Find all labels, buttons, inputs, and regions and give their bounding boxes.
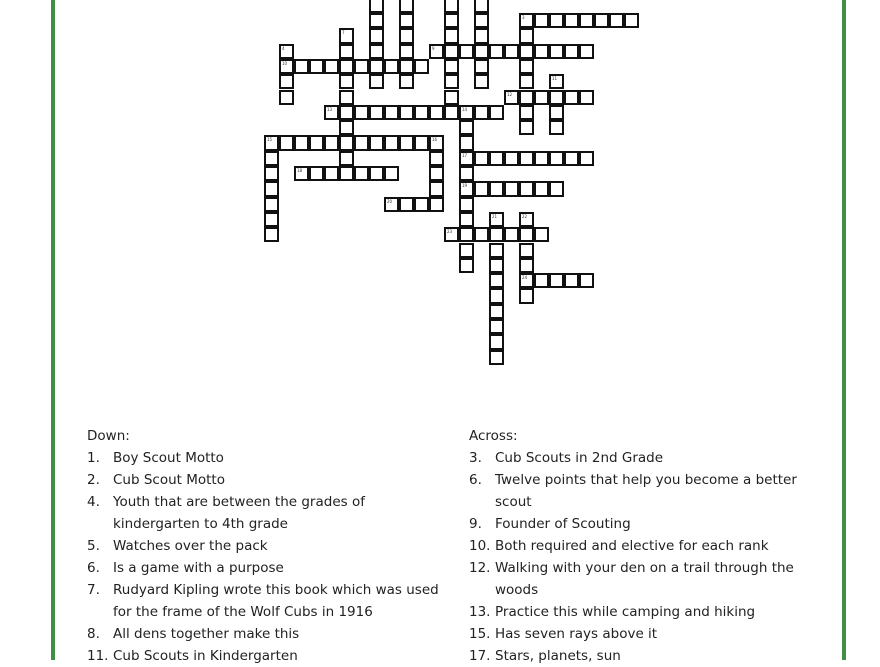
- grid-cell[interactable]: [444, 28, 459, 43]
- grid-cell[interactable]: [339, 90, 354, 105]
- grid-cell[interactable]: [429, 44, 444, 59]
- grid-cell[interactable]: [369, 28, 384, 43]
- clue-number: 3.: [469, 450, 482, 466]
- grid-cell[interactable]: [399, 74, 414, 89]
- grid-cell[interactable]: [519, 273, 534, 288]
- clue-text: Cub Scouts in Kindergarten: [113, 648, 298, 664]
- grid-cell[interactable]: [519, 90, 534, 105]
- clue-text: Youth that are between the grades of kindergarten to 4th grade: [113, 494, 365, 532]
- grid-cell[interactable]: [459, 44, 474, 59]
- grid-cell[interactable]: [444, 13, 459, 28]
- grid-cell[interactable]: [489, 243, 504, 258]
- across-clue: [469, 535, 829, 557]
- grid-cell[interactable]: [504, 90, 519, 105]
- grid-cell[interactable]: [549, 74, 564, 89]
- grid-cell[interactable]: [534, 90, 549, 105]
- grid-cell[interactable]: [519, 44, 534, 59]
- grid-cell[interactable]: [549, 90, 564, 105]
- grid-cell[interactable]: [474, 59, 489, 74]
- clue-number: 10.: [469, 538, 491, 554]
- clue-text: Boy Scout Motto: [113, 450, 224, 466]
- grid-cell[interactable]: [549, 273, 564, 288]
- grid-cell[interactable]: [444, 0, 459, 13]
- grid-cell[interactable]: [294, 135, 309, 150]
- clue-text: Watches over the pack: [113, 538, 268, 554]
- grid-cell[interactable]: [369, 74, 384, 89]
- grid-cell[interactable]: [564, 13, 579, 28]
- cell-number: 4: [282, 45, 285, 51]
- grid-cell[interactable]: [489, 227, 504, 242]
- grid-cell[interactable]: [324, 166, 339, 181]
- grid-cell[interactable]: [339, 135, 354, 150]
- grid-cell[interactable]: [504, 227, 519, 242]
- grid-cell[interactable]: [444, 105, 459, 120]
- grid-cell[interactable]: [279, 90, 294, 105]
- grid-cell[interactable]: [594, 13, 609, 28]
- clue-text: Cub Scout Motto: [113, 472, 225, 488]
- cell-number: 13: [327, 106, 333, 112]
- grid-cell[interactable]: [429, 105, 444, 120]
- grid-cell[interactable]: [549, 105, 564, 120]
- clue-text: Walking with your den on a trail through the woods: [495, 560, 794, 598]
- grid-cell[interactable]: [489, 334, 504, 349]
- down-clue: [87, 447, 442, 469]
- down-clue: [87, 491, 442, 535]
- grid-cell[interactable]: [414, 197, 429, 212]
- clue-number: 4.: [87, 494, 100, 510]
- clue-number: 9.: [469, 516, 482, 532]
- grid-cell[interactable]: [459, 135, 474, 150]
- grid-cell[interactable]: [474, 105, 489, 120]
- grid-cell[interactable]: [399, 28, 414, 43]
- down-clue: [87, 469, 442, 491]
- grid-cell[interactable]: [444, 74, 459, 89]
- grid-cell[interactable]: [504, 151, 519, 166]
- clue-text: Twelve points that help you become a better scout: [495, 472, 797, 510]
- grid-cell[interactable]: [474, 74, 489, 89]
- clue-number: 17.: [469, 648, 491, 664]
- down-clues: [87, 425, 442, 667]
- grid-cell[interactable]: [504, 44, 519, 59]
- grid-cell[interactable]: [534, 181, 549, 196]
- cell-number: 22: [522, 213, 528, 219]
- grid-cell[interactable]: [384, 166, 399, 181]
- cell-number: 10: [282, 60, 288, 66]
- grid-cell[interactable]: [519, 74, 534, 89]
- grid-cell[interactable]: [519, 28, 534, 43]
- grid-cell[interactable]: [384, 135, 399, 150]
- grid-cell[interactable]: [624, 13, 639, 28]
- grid-cell[interactable]: [279, 44, 294, 59]
- clue-number: 5.: [87, 538, 100, 554]
- grid-cell[interactable]: [459, 120, 474, 135]
- grid-cell[interactable]: [564, 151, 579, 166]
- grid-cell[interactable]: [339, 166, 354, 181]
- grid-cell[interactable]: [399, 135, 414, 150]
- across-clue: [469, 623, 829, 645]
- grid-cell[interactable]: [369, 166, 384, 181]
- cell-number: 15: [267, 137, 273, 143]
- clue-number: 11.: [87, 648, 109, 664]
- cell-number: 20: [387, 198, 393, 204]
- clue-number: 2.: [87, 472, 100, 488]
- cell-number: 23: [447, 229, 453, 235]
- grid-cell[interactable]: [399, 44, 414, 59]
- grid-cell[interactable]: [474, 151, 489, 166]
- grid-cell[interactable]: [609, 13, 624, 28]
- grid-cell[interactable]: [564, 273, 579, 288]
- grid-cell[interactable]: [459, 258, 474, 273]
- across-clues: [469, 425, 829, 667]
- cell-number: 9: [432, 45, 435, 51]
- grid-cell[interactable]: [294, 59, 309, 74]
- cell-number: 12: [507, 91, 513, 97]
- grid-cell[interactable]: [474, 227, 489, 242]
- clue-text: Cub Scouts in 2nd Grade: [495, 450, 664, 466]
- grid-cell[interactable]: [369, 59, 384, 74]
- grid-cell[interactable]: [459, 166, 474, 181]
- grid-cell[interactable]: [309, 166, 324, 181]
- grid-cell[interactable]: [399, 0, 414, 13]
- grid-cell[interactable]: [264, 197, 279, 212]
- down-clue: [87, 645, 442, 667]
- cell-number: 7: [342, 30, 345, 36]
- cell-number: 17: [462, 152, 468, 158]
- grid-cell[interactable]: [429, 166, 444, 181]
- cell-number: 24: [522, 275, 528, 281]
- down-clue: [87, 535, 442, 557]
- grid-cell[interactable]: [369, 135, 384, 150]
- grid-cell[interactable]: [279, 74, 294, 89]
- grid-cell[interactable]: [519, 151, 534, 166]
- grid-cell[interactable]: [489, 304, 504, 319]
- grid-cell[interactable]: [489, 258, 504, 273]
- grid-cell[interactable]: [474, 13, 489, 28]
- across-clue: [469, 645, 829, 667]
- grid-cell[interactable]: [489, 181, 504, 196]
- grid-cell[interactable]: [339, 74, 354, 89]
- clue-text: Practice this while camping and hiking: [495, 604, 756, 620]
- grid-cell[interactable]: [504, 181, 519, 196]
- grid-cell[interactable]: [459, 105, 474, 120]
- grid-cell[interactable]: [339, 151, 354, 166]
- grid-cell[interactable]: [519, 288, 534, 303]
- grid-cell[interactable]: [549, 13, 564, 28]
- cell-number: 3: [522, 15, 525, 20]
- grid-cell[interactable]: [474, 44, 489, 59]
- cell-number: 11: [552, 76, 558, 82]
- down-clue: [87, 579, 442, 623]
- grid-cell[interactable]: [489, 350, 504, 365]
- grid-cell[interactable]: [369, 105, 384, 120]
- grid-cell[interactable]: [264, 166, 279, 181]
- grid-cell[interactable]: [429, 151, 444, 166]
- clue-text: Rudyard Kipling wrote this book which was used for the frame of the Wolf Cubs in 1916: [113, 582, 439, 620]
- grid-cell[interactable]: [324, 105, 339, 120]
- cell-number: 19: [462, 183, 468, 189]
- grid-cell[interactable]: [369, 13, 384, 28]
- grid-cell[interactable]: [264, 227, 279, 242]
- across-clue: [469, 469, 829, 513]
- grid-cell[interactable]: [429, 181, 444, 196]
- grid-cell[interactable]: [534, 227, 549, 242]
- grid-cell[interactable]: [579, 273, 594, 288]
- grid-cell[interactable]: [354, 135, 369, 150]
- clue-text: Both required and elective for each rank: [495, 538, 769, 554]
- down-heading: Down:: [87, 428, 130, 444]
- clue-number: 12.: [469, 560, 491, 576]
- grid-cell[interactable]: [399, 197, 414, 212]
- grid-cell[interactable]: [369, 0, 384, 13]
- across-clue: [469, 447, 829, 469]
- grid-cell[interactable]: [489, 319, 504, 334]
- grid-cell[interactable]: [384, 59, 399, 74]
- grid-cell[interactable]: [339, 120, 354, 135]
- grid-cell[interactable]: [519, 13, 534, 28]
- grid-cell[interactable]: [489, 273, 504, 288]
- grid-cell[interactable]: [519, 181, 534, 196]
- grid-cell[interactable]: [459, 181, 474, 196]
- grid-cell[interactable]: [519, 243, 534, 258]
- grid-cell[interactable]: [474, 181, 489, 196]
- grid-cell[interactable]: [519, 120, 534, 135]
- grid-cell[interactable]: [264, 151, 279, 166]
- grid-cell[interactable]: [489, 151, 504, 166]
- grid-cell[interactable]: [579, 151, 594, 166]
- grid-cell[interactable]: [579, 90, 594, 105]
- clue-text: Founder of Scouting: [495, 516, 631, 532]
- down-clue: [87, 623, 442, 645]
- clue-number: 7.: [87, 582, 100, 598]
- grid-cell[interactable]: [444, 90, 459, 105]
- grid-cell[interactable]: [399, 13, 414, 28]
- grid-cell[interactable]: [519, 258, 534, 273]
- grid-cell[interactable]: [384, 105, 399, 120]
- across-clue: [469, 601, 829, 623]
- grid-cell[interactable]: [534, 44, 549, 59]
- grid-cell[interactable]: [459, 227, 474, 242]
- grid-cell[interactable]: [279, 59, 294, 74]
- grid-cell[interactable]: [564, 44, 579, 59]
- clue-number: 13.: [469, 604, 491, 620]
- grid-cell[interactable]: [354, 166, 369, 181]
- grid-cell[interactable]: [519, 105, 534, 120]
- grid-cell[interactable]: [534, 273, 549, 288]
- grid-cell[interactable]: [489, 44, 504, 59]
- grid-cell[interactable]: [549, 44, 564, 59]
- clue-number: 1.: [87, 450, 100, 466]
- grid-cell[interactable]: [489, 288, 504, 303]
- grid-cell[interactable]: [279, 135, 294, 150]
- grid-cell[interactable]: [399, 59, 414, 74]
- across-clue: [469, 513, 829, 535]
- grid-cell[interactable]: [339, 105, 354, 120]
- grid-cell[interactable]: [444, 44, 459, 59]
- grid-cell[interactable]: [549, 151, 564, 166]
- grid-cell[interactable]: [309, 135, 324, 150]
- grid-cell[interactable]: [264, 135, 279, 150]
- grid-cell[interactable]: [459, 212, 474, 227]
- across-heading: Across:: [469, 428, 518, 444]
- grid-cell[interactable]: [264, 212, 279, 227]
- grid-cell[interactable]: [519, 212, 534, 227]
- grid-cell[interactable]: [399, 105, 414, 120]
- grid-cell[interactable]: [324, 135, 339, 150]
- grid-cell[interactable]: [474, 0, 489, 13]
- grid-cell[interactable]: [519, 227, 534, 242]
- grid-cell[interactable]: [339, 44, 354, 59]
- grid-cell[interactable]: [384, 197, 399, 212]
- grid-cell[interactable]: [489, 212, 504, 227]
- grid-cell[interactable]: [579, 13, 594, 28]
- grid-cell[interactable]: [489, 105, 504, 120]
- grid-cell[interactable]: [459, 243, 474, 258]
- cell-number: 18: [297, 168, 303, 173]
- clue-number: 6.: [87, 560, 100, 576]
- clue-number: 6.: [469, 472, 482, 488]
- grid-cell[interactable]: [534, 13, 549, 28]
- clue-number: 15.: [469, 626, 491, 642]
- cell-number: 21: [492, 213, 498, 219]
- grid-cell[interactable]: [519, 59, 534, 74]
- grid-cell[interactable]: [549, 181, 564, 196]
- grid-cell[interactable]: [339, 59, 354, 74]
- cell-number: 14: [462, 106, 468, 112]
- grid-cell[interactable]: [369, 44, 384, 59]
- across-clue: [469, 557, 829, 601]
- clue-text: Stars, planets, sun: [495, 648, 621, 664]
- clue-text: All dens together make this: [113, 626, 300, 642]
- down-clue: [87, 557, 442, 579]
- grid-cell[interactable]: [354, 105, 369, 120]
- clue-number: 8.: [87, 626, 100, 642]
- grid-cell[interactable]: [339, 28, 354, 43]
- grid-cell[interactable]: [294, 166, 309, 181]
- grid-cell[interactable]: [579, 44, 594, 59]
- grid-cell[interactable]: [549, 120, 564, 135]
- grid-cell[interactable]: [414, 59, 429, 74]
- grid-cell[interactable]: [564, 90, 579, 105]
- grid-cell[interactable]: [534, 151, 549, 166]
- grid-cell[interactable]: [474, 28, 489, 43]
- grid-cell[interactable]: [444, 59, 459, 74]
- grid-cell[interactable]: [429, 197, 444, 212]
- grid-cell[interactable]: [414, 105, 429, 120]
- grid-cell[interactable]: [459, 151, 474, 166]
- grid-cell[interactable]: [414, 135, 429, 150]
- clue-text: Is a game with a purpose: [113, 560, 284, 576]
- grid-cell[interactable]: [354, 59, 369, 74]
- clue-text: Has seven rays above it: [495, 626, 658, 642]
- grid-cell[interactable]: [324, 59, 339, 74]
- grid-cell[interactable]: [444, 227, 459, 242]
- grid-cell[interactable]: [429, 135, 444, 150]
- grid-cell[interactable]: [309, 59, 324, 74]
- grid-cell[interactable]: [459, 197, 474, 212]
- cell-number: 16: [432, 137, 438, 143]
- grid-cell[interactable]: [264, 181, 279, 196]
